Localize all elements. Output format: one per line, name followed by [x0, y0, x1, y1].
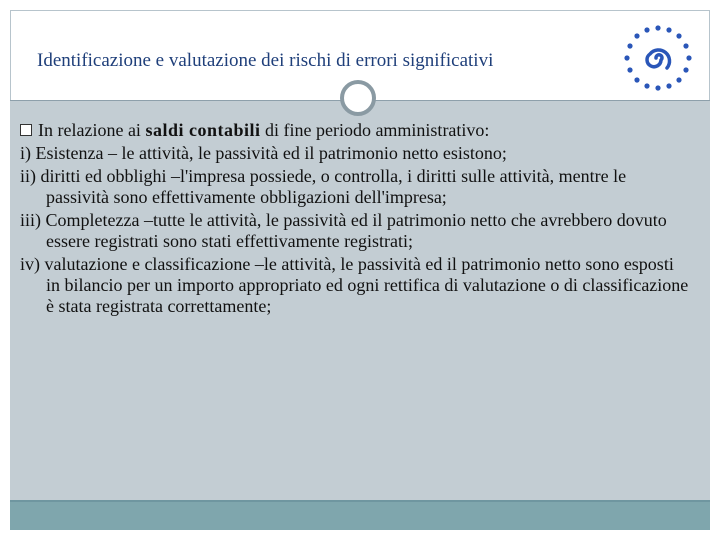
list-item: ii) diritti ed obblighi –l'impresa possiede, o controlla, i diritti sulle attività, mentre le passività sono effettivamente obbligazioni dell'impresa; — [20, 166, 627, 207]
list-item: iv) valutazione e classificazione –le attività, le passività ed il patrimonio netto sono esposti in bilancio per un importo appropriato ed ogni rettifica di valutazione o di classificazione è stata registrata correttamente; — [20, 254, 689, 316]
intro-prefix: In relazione ai — [38, 120, 146, 140]
intro-paragraph — [20, 120, 690, 141]
slide-body — [20, 120, 690, 319]
list-item: iii) Completezza –tutte le attività, le passività ed il patrimonio netto che avrebbero dovuto essere registrati sono stati effettivamente registrati; — [20, 210, 667, 251]
footer-bar — [10, 500, 710, 530]
intro-suffix: di fine periodo amministrativo: — [260, 120, 490, 140]
list-item: i) Esistenza – le attività, le passività ed il patrimonio netto esistono; — [20, 143, 507, 163]
intro-text — [38, 120, 489, 141]
divider-circle-icon — [340, 80, 376, 116]
intro-bold: saldi contabili — [145, 120, 261, 140]
spiral-dots-icon — [622, 22, 694, 94]
square-bullet-icon — [20, 124, 32, 136]
slide-title: Identificazione e valutazione dei rischi di errori significativi — [37, 50, 494, 71]
